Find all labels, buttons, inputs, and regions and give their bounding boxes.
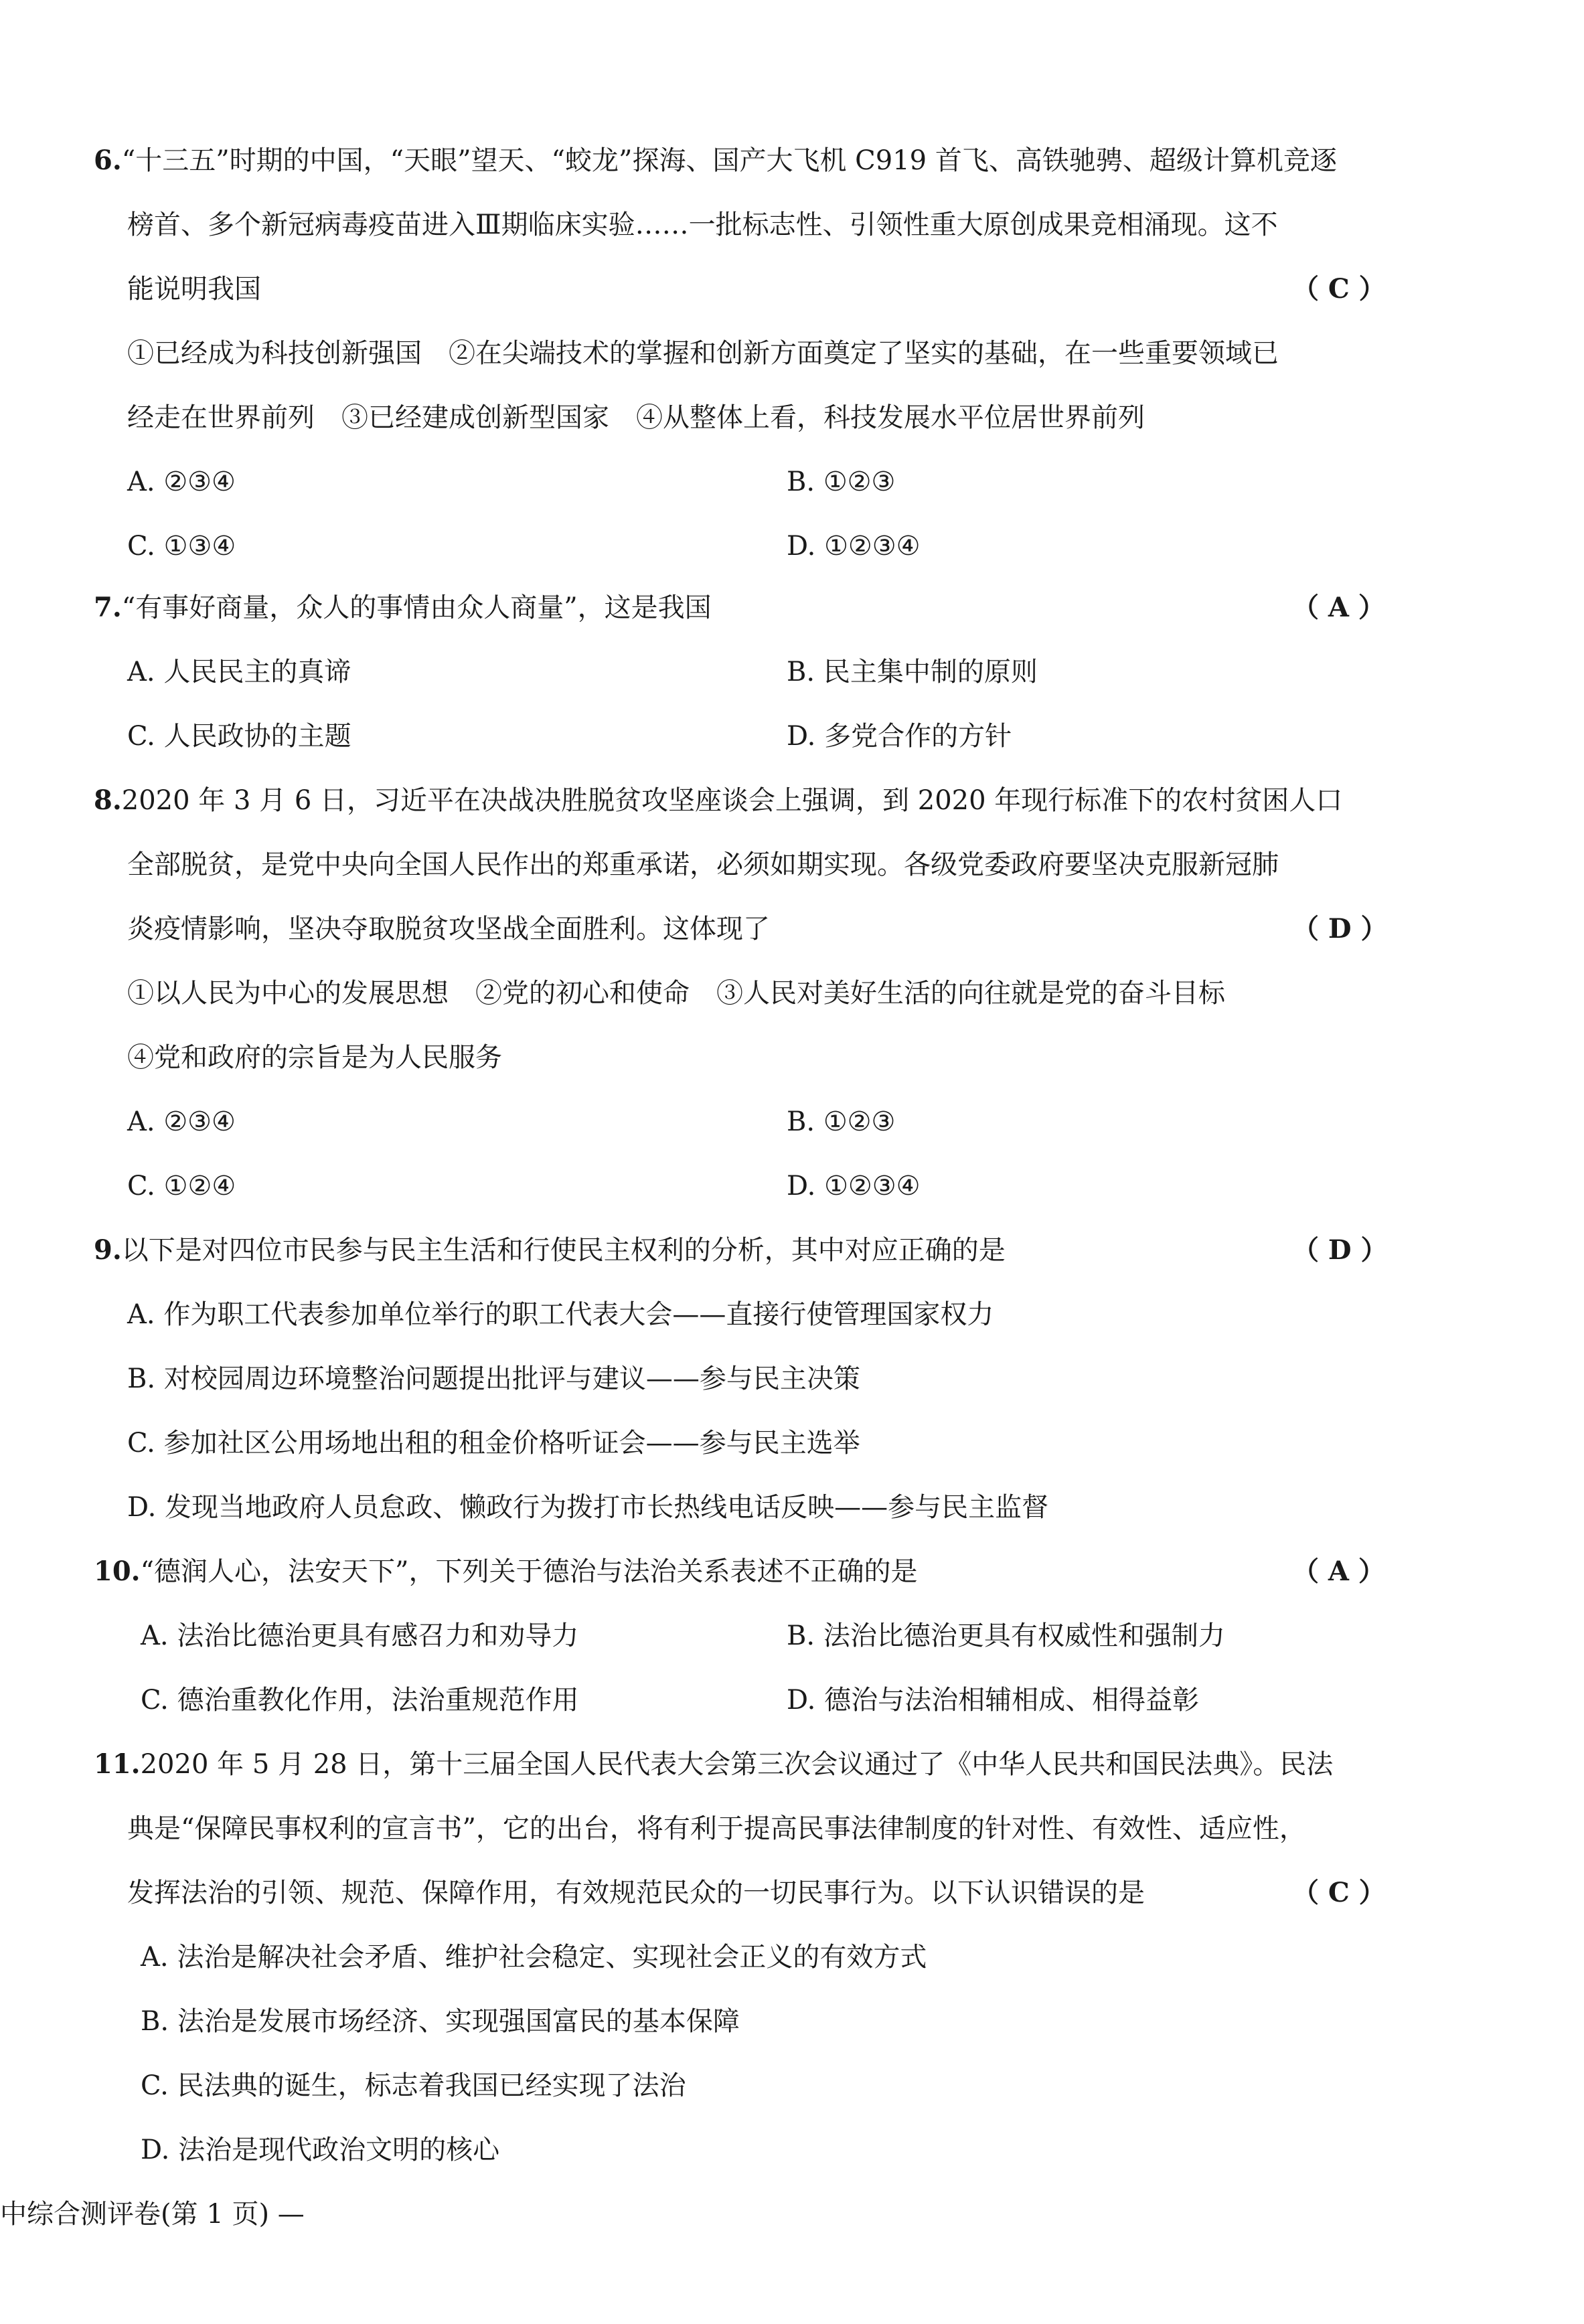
question-8-option-b: B. ①②③ [787,1106,896,1137]
question-9-line-1: 9.以下是对四位市民参与民主生活和行使民主权利的分析，其中对应正确的是 [94,1234,1006,1266]
question-6-option-a: A. ②③④ [127,467,236,497]
question-8-statement-1: ①以人民为中心的发展思想 ②党的初心和使命 ③人民对美好生活的向往就是党的奋斗目标 [127,978,1225,1009]
question-10-line-1: 10.“德润人心，法安天下”，下列关于德治与法治关系表述不正确的是 [94,1556,918,1587]
question-10-option-c: C. 德治重教化作用，法治重规范作用 [141,1685,579,1716]
page-footer: 中综合测评卷(第 1 页) — [0,2199,305,2230]
question-11-line-1: 11.2020 年 5 月 28 日，第十三届全国人民代表大会第三次会议通过了《中华人民共和国民法典》。民法 [94,1748,1334,1780]
question-9-option-d: D. 发现当地政府人员怠政、懒政行为拨打市长热线电话反映——参与民主监督 [127,1492,1049,1523]
question-10-option-a: A. 法治比德治更具有感召力和劝导力 [141,1621,579,1651]
question-11-line-3: 发挥法治的引领、规范、保障作用，有效规范民众的一切民事行为。以下认识错误的是 [127,1878,1145,1908]
question-6-statement-2: 经走在世界前列 ③已经建成创新型国家 ④从整体上看，科技发展水平位居世界前列 [127,402,1145,433]
question-7-option-a: A. 人民民主的真谛 [127,657,351,687]
question-7-option-c: C. 人民政协的主题 [127,721,351,752]
question-9-answer: （ D ） [1292,1234,1388,1266]
question-10-answer: （ A ） [1292,1556,1385,1587]
question-number: 8. [94,784,122,816]
question-6-line-3: 能说明我国 [127,274,261,305]
question-11-line-2: 典是“保障民事权利的宣言书”，它的出台，将有利于提高民事法律制度的针对性、有效性、适应性， [127,1813,1306,1844]
question-8-line-1: 8.2020 年 3 月 6 日，习近平在决战决胜脱贫攻坚座谈会上强调，到 2020 年现行标准下的农村贫困人口 [94,784,1343,816]
question-8-line-3: 炎疫情影响，坚决夺取脱贫攻坚战全面胜利。这体现了 [127,914,770,944]
question-6-answer: （ C ） [1292,273,1386,305]
question-8-answer: （ D ） [1292,913,1388,944]
question-number: 10. [94,1556,141,1587]
question-7-line-1: 7.“有事好商量，众人的事情由众人商量”，这是我国 [94,592,712,623]
question-number: 9. [94,1234,122,1266]
question-7-option-b: B. 民主集中制的原则 [787,657,1038,687]
question-6-option-b: B. ①②③ [787,467,896,497]
question-6-option-c: C. ①③④ [127,531,236,562]
question-8-line-2: 全部脱贫，是党中央向全国人民作出的郑重承诺，必须如期实现。各级党委政府要坚决克服新冠肺 [127,849,1279,880]
question-10-option-d: D. 德治与法治相辅相成、相得益彰 [787,1685,1200,1716]
question-11-option-a: A. 法治是解决社会矛盾、维护社会稳定、实现社会正义的有效方式 [141,1942,927,1973]
question-8-statement-2: ④党和政府的宗旨是为人民服务 [127,1042,502,1073]
question-6-option-d: D. ①②③④ [787,531,921,562]
question-number: 7. [94,592,122,623]
question-11-option-d: D. 法治是现代政治文明的核心 [141,2135,500,2165]
question-9-option-c: C. 参加社区公用场地出租的租金价格听证会——参与民主选举 [127,1428,860,1459]
question-11-option-c: C. 民法典的诞生，标志着我国已经实现了法治 [141,2070,686,2101]
question-10-option-b: B. 法治比德治更具有权威性和强制力 [787,1621,1225,1651]
question-9-option-b: B. 对校园周边环境整治问题提出批评与建议——参与民主决策 [127,1363,860,1394]
question-number: 11. [94,1748,141,1780]
question-8-option-a: A. ②③④ [127,1106,236,1137]
question-8-option-d: D. ①②③④ [787,1171,921,1201]
question-6-line-1: 6.“十三五”时期的中国，“天眼”望天、“蛟龙”探海、国产大飞机 C919 首飞、高铁驰骋、超级计算机竞逐 [94,145,1337,176]
question-11-answer: （ C ） [1292,1877,1386,1908]
question-number: 6. [94,145,122,176]
question-11-option-b: B. 法治是发展市场经济、实现强国富民的基本保障 [141,2006,740,2037]
question-8-option-c: C. ①②④ [127,1171,236,1201]
question-7-option-d: D. 多党合作的方针 [787,721,1012,752]
question-6-statement-1: ①已经成为科技创新强国 ②在尖端技术的掌握和创新方面奠定了坚实的基础，在一些重要领域已 [127,338,1279,369]
question-7-answer: （ A ） [1292,592,1385,623]
question-9-option-a: A. 作为职工代表参加单位举行的职工代表大会——直接行使管理国家权力 [127,1299,994,1330]
question-6-line-2: 榜首、多个新冠病毒疫苗进入Ⅲ期临床实验……一批标志性、引领性重大原创成果竞相涌现。这不 [127,210,1278,240]
